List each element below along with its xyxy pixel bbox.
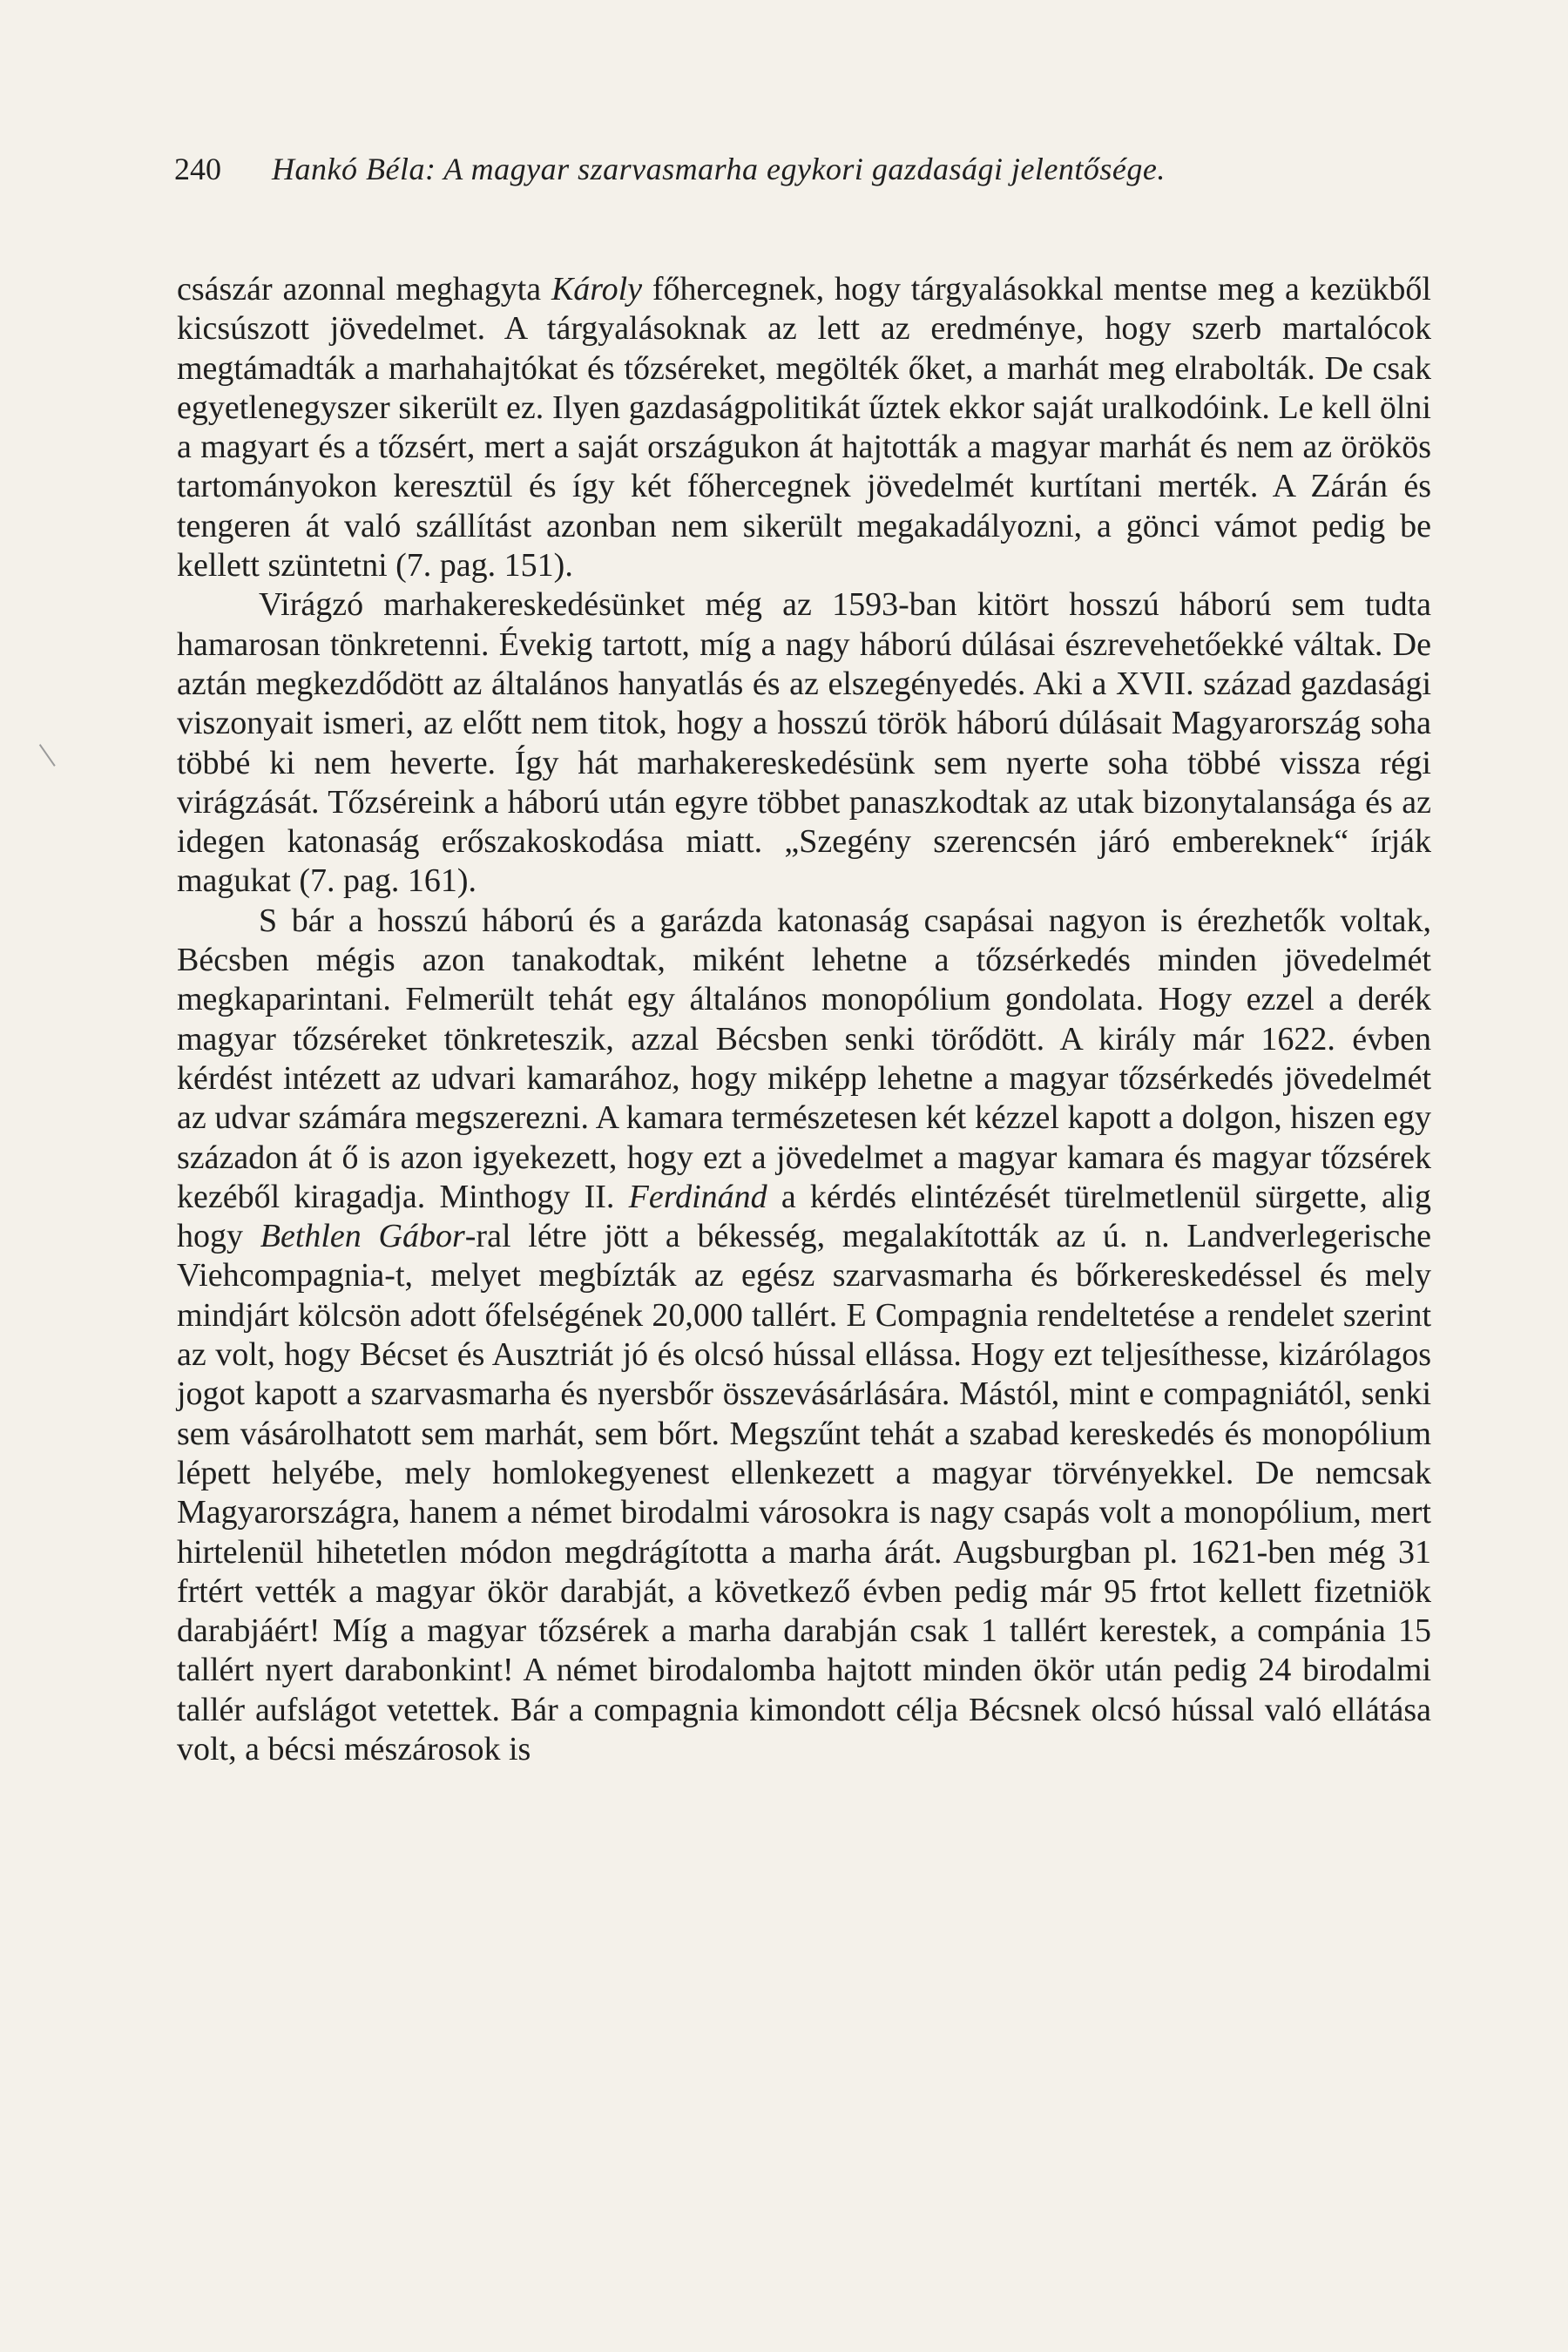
paragraph bbox=[177, 902, 1431, 1770]
text-run: Virágzó marhakereskedésünket még az 1593-ban kitört hosszú háború sem tudta hamarosan tönkretenni. Évekig tartott, míg a nagy háború dúlásai észrevehetőekké váltak. De aztán megkezdődött az általános hanyatlás és az elszegényedés. Aki a XVII. század gazdasági viszonyait ismeri, az előtt nem titok, hogy a hosszú török háború dúlásait Magyarország soha többé ki nem heverte. Így hát marhakereskedésünk sem nyerte soha többé vissza régi virágzását. Tőzséreink a háború után egyre többet panaszkodtak az utak bizonytalansága és az idegen katonaság erőszakoskodása miatt. „Szegény szerencsén járó embereknek“ írják magukat (7. pag. 161). bbox=[177, 586, 1431, 900]
running-title: Hankó Béla: A magyar szarvasmarha egykori gazdasági jelentősége. bbox=[272, 152, 1166, 186]
body-text bbox=[177, 270, 1431, 1769]
italic-name: Ferdinánd bbox=[628, 1178, 767, 1215]
margin-pencil-mark bbox=[39, 737, 65, 767]
page-number: 240 bbox=[174, 152, 221, 186]
italic-name: Károly bbox=[551, 271, 643, 308]
text-run: császár azonnal meghagyta bbox=[177, 271, 551, 308]
running-header bbox=[174, 150, 1429, 188]
text-run: a kérdés elintézését türelmetlenül sürgette, alig hogy bbox=[177, 1178, 1431, 1255]
text-run: -ral létre jött a békesség, megalakították az ú. n. Landverlegerische Viehcompagnia-t, melyet megbízták az egész szarvasmarha és bőrkereskedéssel és mely mindjárt kölcsön adott őfelségének 20,000 tallért. E Compagnia rendeltetése a rendelet szerint az volt, hogy Bécset és Ausztriát jó és olcsó hússal ellássa. Hogy ezt teljesíthesse, kizárólagos jogot kapott a szarvasmarha és nyersbőr összevásárlására. Mástól, mint e compagniától, senki sem vásárolhatott sem marhát, sem bőrt. Megszűnt tehát a szabad kereskedés és monopólium lépett helyébe, mely homlokegyenest ellenkezett a magyar törvényekkel. De nemcsak Magyarországra, hanem a német birodalmi városokra is nagy csapás volt a monopólium, mert hirtelenül hihetetlen módon megdrágította a marha árát. Augsburgban pl. 1621-ben még 31 frtért vették a magyar ökör darabját, a következő évben pedig már 95 frtot kellett fizetniök darabjáért! Míg a magyar tőzsérek a marha darabján csak 1 tallért kerestek, a compánia 15 tallért nyert darabonkint! A német birodalomba hajtott minden ökör után pedig 24 birodalmi tallér aufslágot vetettek. Bár a compagnia kimondott célja Bécsnek olcsó hússal való ellátása volt, a bécsi mészárosok is bbox=[177, 1218, 1431, 1767]
paragraph bbox=[177, 585, 1431, 901]
text-run: főhercegnek, hogy tárgyalásokkal mentse meg a kezükből kicsúszott jövedelmet. A tárgyalásoknak az lett az eredménye, hogy szerb martalócok megtámadták a marhahajtókat és tőzséreket, megölték őket, a marhát meg elrabolták. De csak egyetlenegyszer sikerült ez. Ilyen gazdaságpolitikát űztek ekkor saját uralkodóink. Le kell ölni a magyart és a tőzsért, mert a saját országukon át hajtották a magyar marhát és nem az örökös tartományokon keresztül és így két főhercegnek jövedelmét kurtítani merték. A Zárán és tengeren át való szállítást azonban nem sikerült megakadályozni, a gönci vámot pedig be kellett szüntetni (7. pag. 151). bbox=[177, 271, 1431, 585]
paragraph bbox=[177, 270, 1431, 585]
text-run: S bár a hosszú háború és a garázda katonaság csapásai nagyon is érezhetők voltak, Bécsben mégis azon tanakodtak, miként lehetne a tőzsérkedés minden jövedelmét megkaparintani. Felmerült tehát egy általános monopólium gondolata. Hogy ezzel a derék magyar tőzséreket tönkreteszik, azzal Bécsben senki törődött. A király már 1622. évben kérdést intézett az udvari kamarához, hogy miképp lehetne a magyar tőzsérkedés jövedelmét az udvar számára megszerezni. A kamara természetesen két kézzel kapott a dolgon, hiszen egy századon át ő is azon igyekezett, hogy ezt a jövedelmet a magyar kamara és magyar tőzsérek kezéből kiragadja. Minthogy II. bbox=[177, 902, 1431, 1215]
italic-name: Bethlen Gábor bbox=[260, 1218, 465, 1255]
